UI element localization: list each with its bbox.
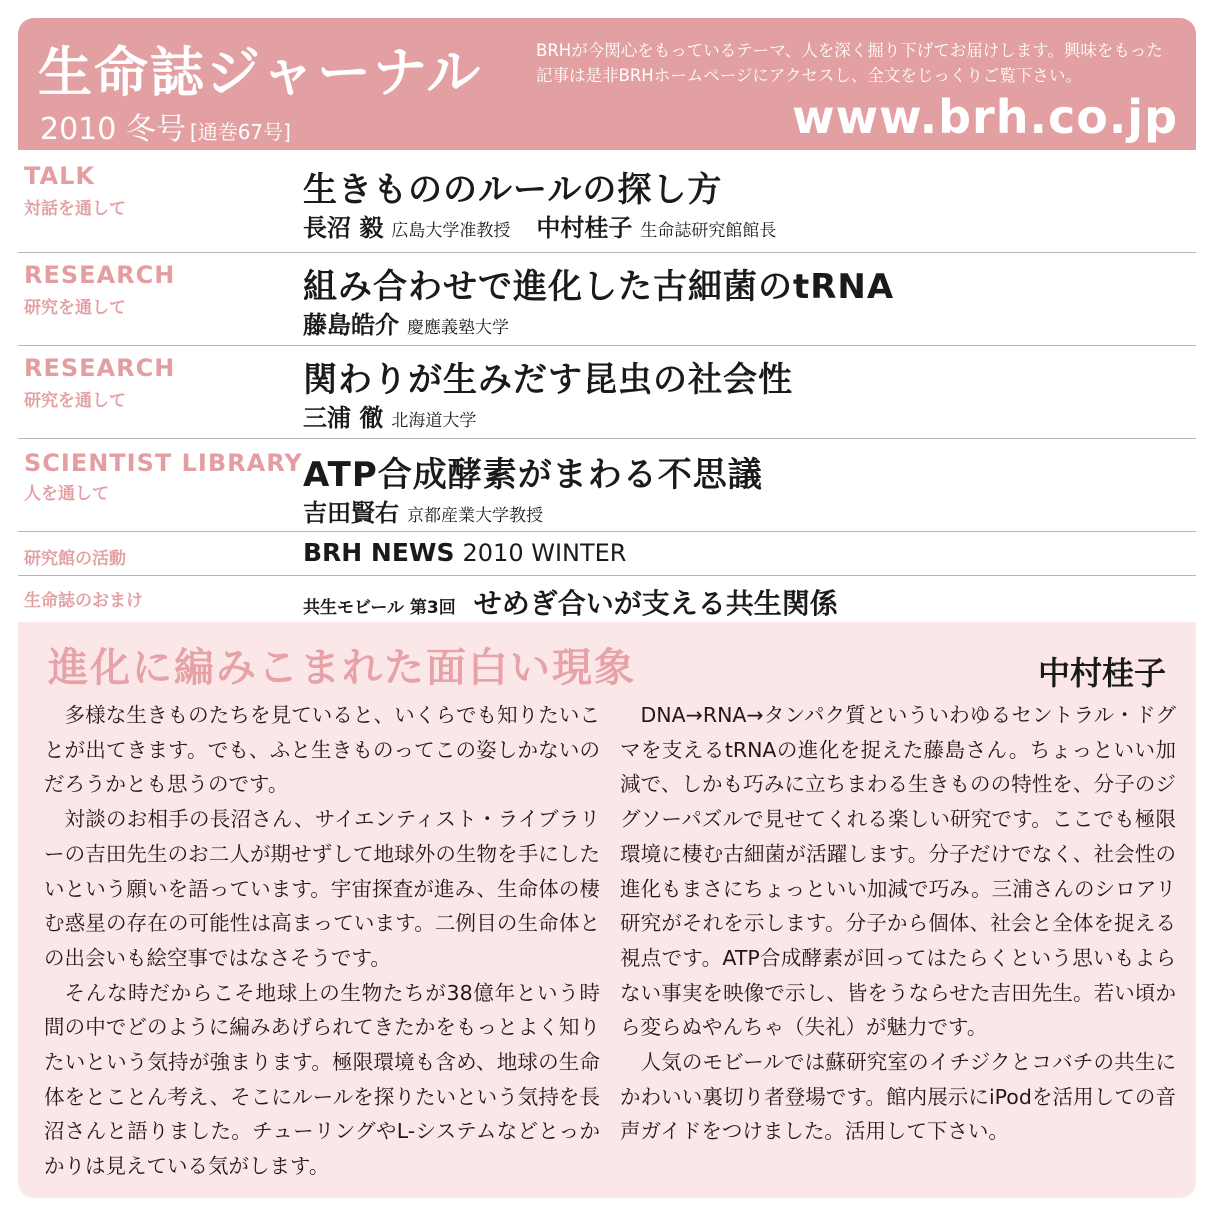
category-ja: 研究館の活動 [24, 549, 126, 569]
essay-paragraph: 多様な生きものたちを見ていると、いくらでも知りたいことが出てきます。でも、ふと生きものってこの姿しかないのだろうかとも思うのです。 [44, 703, 600, 797]
author-name: 長沼 毅 [303, 214, 384, 242]
essay-column-left [44, 698, 600, 1184]
news-season: 2010 WINTER [462, 539, 627, 567]
journal-header [18, 18, 1196, 150]
author-affiliation: 北海道大学 [391, 411, 477, 431]
author-name: 吉田賢右 [303, 499, 399, 527]
article-title: せめぎ合いが支える共生関係 [473, 587, 838, 620]
omake-heading [303, 582, 838, 622]
article-authors [303, 305, 509, 340]
essay-author: 中村桂子 [1037, 654, 1166, 692]
article-title: 組み合わせで進化した古細菌のtRNA [303, 267, 895, 307]
toc-item-research-2[interactable] [18, 346, 1196, 439]
article-title: 生きもののルールの探し方 [303, 170, 723, 210]
website-url[interactable]: www.brh.co.jp [792, 90, 1178, 144]
header-tagline: BRHが今関心をもっているテーマ、人を深く掘り下げてお届けします。興味をもった記事は是非BRHホームページにアクセスし、全文をじっくりご覧下さい。 [536, 41, 1163, 85]
category-ja: 人を通して [24, 484, 109, 504]
toc-item-talk[interactable] [18, 150, 1196, 253]
issue-label [40, 104, 291, 148]
article-authors [303, 398, 476, 433]
series-label: 共生モビール 第3回 [303, 598, 456, 618]
article-authors [303, 493, 543, 528]
toc-item-research-1[interactable] [18, 253, 1196, 346]
category-ja: 対話を通して [24, 199, 126, 219]
category-en: RESEARCH [24, 354, 176, 382]
essay-column-right [620, 698, 1176, 1149]
news-heading [303, 538, 626, 567]
toc-item-brh-news[interactable] [18, 532, 1196, 576]
toc-item-omake[interactable] [18, 576, 1196, 622]
author-affiliation: 慶應義塾大学 [407, 318, 509, 338]
essay-paragraph: DNA→RNA→タンパク質といういわゆるセントラル・ドグマを支えるtRNAの進化を捉えた藤島さん。ちょっといい加減で、しかも巧みに立ちまわる生きものの特性を、分子のジグソーパズルで見せてくれる楽しい研究です。ここでも極限環境に棲む古細菌が活躍します。分子だけでなく、社会性の進化もまさにちょっといい加減で巧み。三浦さんのシロアリ研究がそれを示します。分子から個体、社会と全体を捉える視点です。ATP合成酵素が回ってはたらくという思いもよらない事実を映像で示し、皆をうならせた吉田先生。若い頃から変らぬやんちゃ（失礼）が魅力です。 [620, 703, 1176, 1040]
category-en: RESEARCH [24, 261, 176, 289]
category-en: TALK [24, 162, 95, 190]
toc-item-scientist-library[interactable] [18, 439, 1196, 532]
article-authors [303, 208, 776, 243]
news-title: BRH NEWS [303, 538, 455, 567]
category-en: SCIENTIST LIBRARY [24, 449, 303, 477]
category-ja: 研究を通して [24, 391, 126, 411]
category-ja: 研究を通して [24, 298, 126, 318]
author-name: 中村桂子 [536, 214, 633, 242]
editorial-essay [18, 622, 1196, 1198]
issue-number: [通巻67号] [189, 120, 291, 144]
author-affiliation: 広島大学准教授 [391, 221, 511, 241]
author-affiliation: 生命誌研究館館長 [640, 221, 777, 241]
essay-paragraph: 人気のモビールでは蘇研究室のイチジクとコバチの共生にかわいい裏切り者登場です。館内展示にiPodを活用しての音声ガイドをつけました。活用して下さい。 [620, 1050, 1176, 1144]
article-title: ATP合成酵素がまわる不思議 [303, 455, 763, 495]
article-title: 関わりが生みだす昆虫の社会性 [303, 360, 793, 400]
category-ja: 生命誌のおまけ [24, 591, 143, 611]
essay-paragraph: そんな時だからこそ地球上の生物たちが38億年という時間の中でどのように編みあげられてきたかをもっとよく知りたいという気持が強まります。極限環境も含め、地球の生命体をとことん考え、そこにルールを探りたいという気持を長沼さんと語りました。チューリングやL-システムなどとっかかりは見えている気がします。 [44, 980, 600, 1179]
author-name: 藤島皓介 [303, 311, 399, 339]
essay-title: 進化に編みこまれた面白い現象 [48, 645, 636, 691]
journal-title: 生命誌ジャーナル [38, 41, 483, 104]
author-name: 三浦 徹 [303, 404, 384, 432]
essay-paragraph: 対談のお相手の長沼さん、サイエンティスト・ライブラリーの吉田先生のお二人が期せずして地球外の生物を手にしたいという願いを語っています。宇宙探査が進み、生命体の棲む惑星の存在の可能性は高まっています。二例目の生命体との出会いも絵空事ではなさそうです。 [44, 807, 600, 970]
issue-year: 2010 冬号 [40, 112, 186, 147]
author-affiliation: 京都産業大学教授 [407, 506, 543, 526]
